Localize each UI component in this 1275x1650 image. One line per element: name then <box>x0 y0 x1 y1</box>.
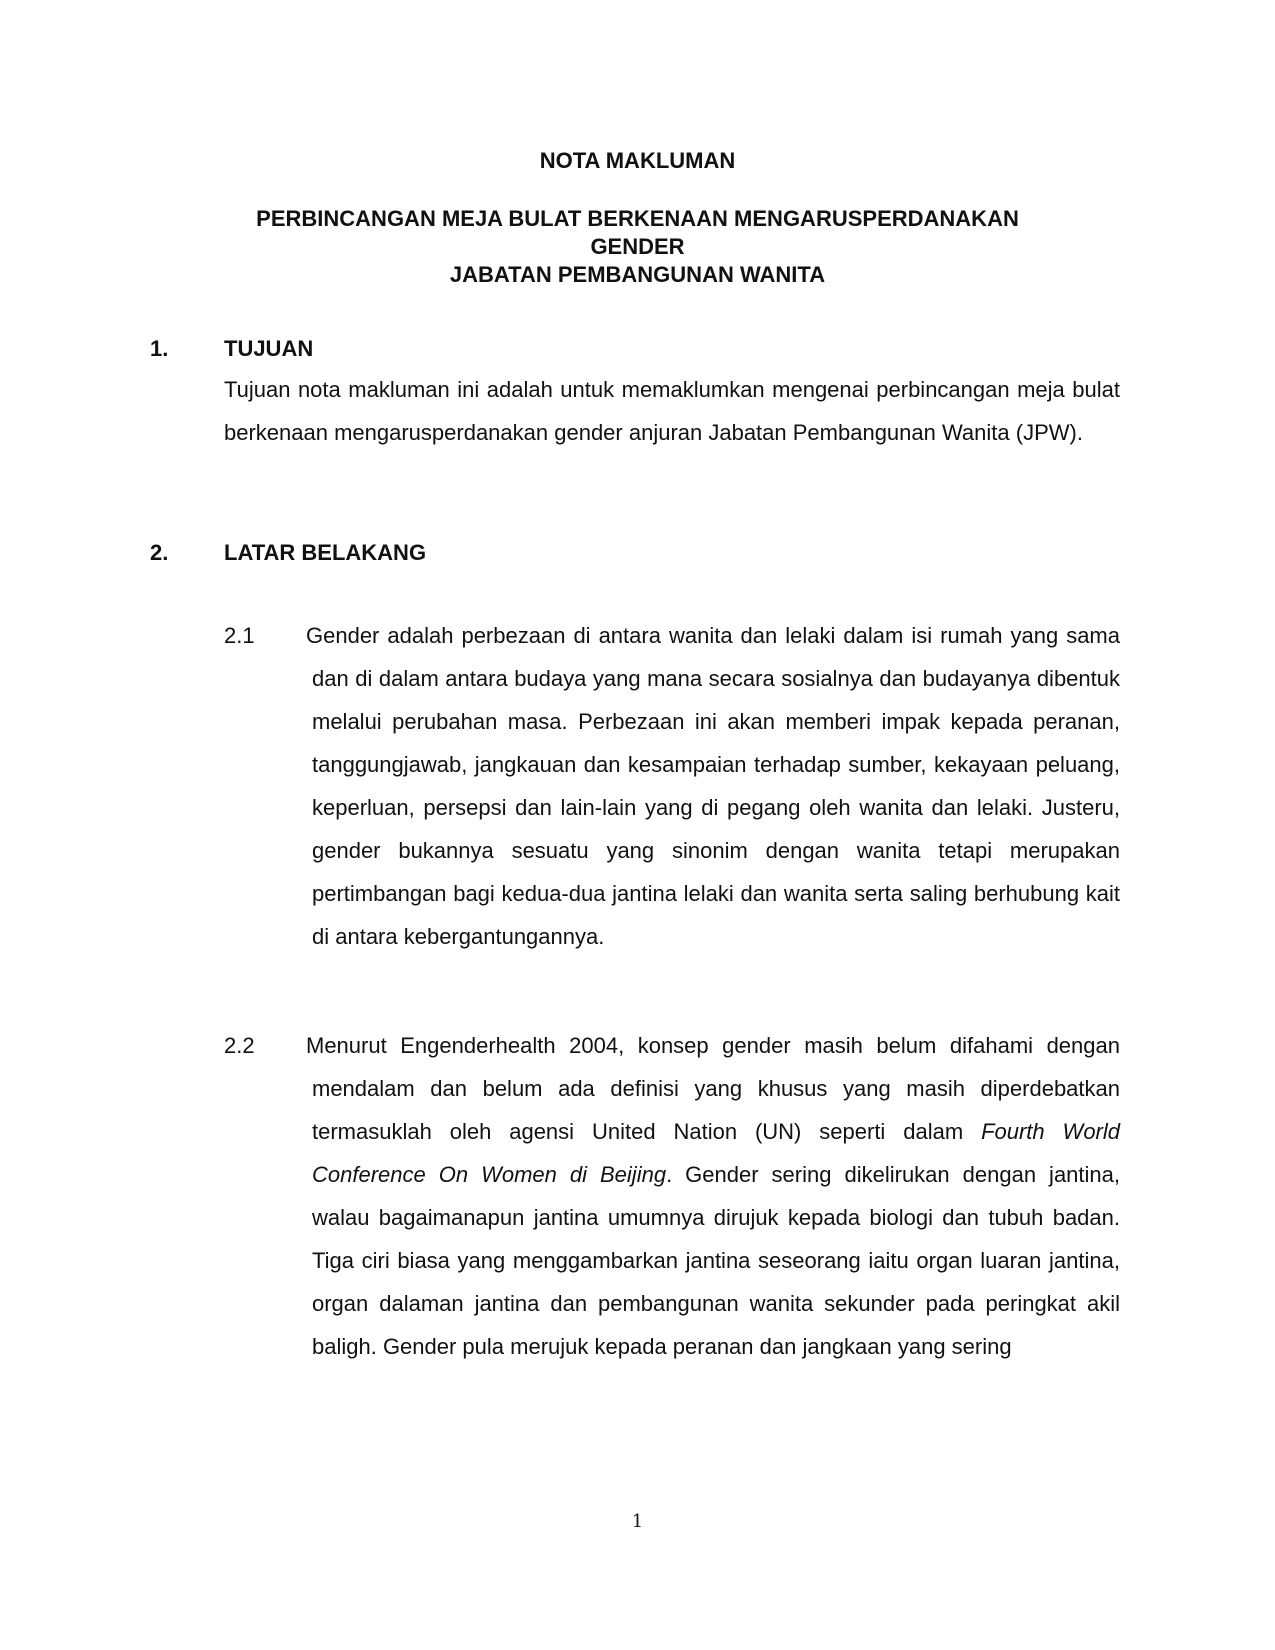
subsection-2-2-italic-term: Fourth World Conference On Women di Beijing <box>312 1119 1120 1187</box>
section-2-heading: LATAR BELAKANG <box>224 540 427 565</box>
subtitle-line-2: GENDER <box>590 234 685 259</box>
subtitle-line-1: PERBINCANGAN MEJA BULAT BERKENAAN MENGARUSPERDANAKAN <box>256 206 1019 231</box>
section-1-paragraph: Tujuan nota makluman ini adalah untuk memaklumkan mengenai perbincangan meja bulat berkenaan mengarusperdanakan gender anjuran Jabatan Pembangunan Wanita (JPW). <box>224 377 1120 445</box>
subsection-2-1-number: 2.1 <box>224 623 255 648</box>
page-number: 1 <box>631 1511 644 1532</box>
section-1-number: 1. <box>150 336 169 361</box>
subsection-2-2-paragraph <box>306 1024 1121 1368</box>
section-1-heading: TUJUAN <box>224 336 314 361</box>
document-title: NOTA MAKLUMAN <box>539 148 736 173</box>
subsection-2-2-number: 2.2 <box>224 1033 255 1058</box>
subsection-2-2-text-end: . Gender sering dikelirukan dengan jantina, walau bagaimanapun jantina umumnya dirujuk kepada biologi dan tubuh badan. Tiga ciri biasa yang menggambarkan jantina seseorang iaitu organ luaran jantina, organ dalaman jantina dan pembangunan wanita sekunder pada peringkat akil baligh. Gender pula merujuk kepada peranan dan jangkaan yang sering <box>312 1162 1121 1359</box>
subsection-2-2-text-start: Menurut Engenderhealth 2004, konsep gender masih belum difahami dengan mendalam dan belum ada definisi yang khusus yang masih diperdebatkan termasuklah oleh agensi United Nation (UN) seperti dalam <box>306 1033 1120 1144</box>
document-subtitle <box>0 205 1275 289</box>
subsection-2-1-paragraph: Gender adalah perbezaan di antara wanita dan lelaki dalam isi rumah yang sama dan di dalam antara budaya yang mana secara sosialnya dan budayanya dibentuk melalui perubahan masa. Perbezaan ini akan memberi impak kepada peranan, tanggungjawab, jangkauan dan kesampaian terhadap sumber, kekayaan peluang, keperluan, persepsi dan lain-lain yang di pegang oleh wanita dan lelaki. Justeru, gender bukannya sesuatu yang sinonim dengan wanita tetapi merupakan pertimbangan bagi kedua-dua jantina lelaki dan wanita serta saling berhubung kait di antara kebergantungannya. <box>306 623 1120 949</box>
section-2-number: 2. <box>150 540 169 565</box>
subtitle-line-3: JABATAN PEMBANGUNAN WANITA <box>449 262 826 287</box>
